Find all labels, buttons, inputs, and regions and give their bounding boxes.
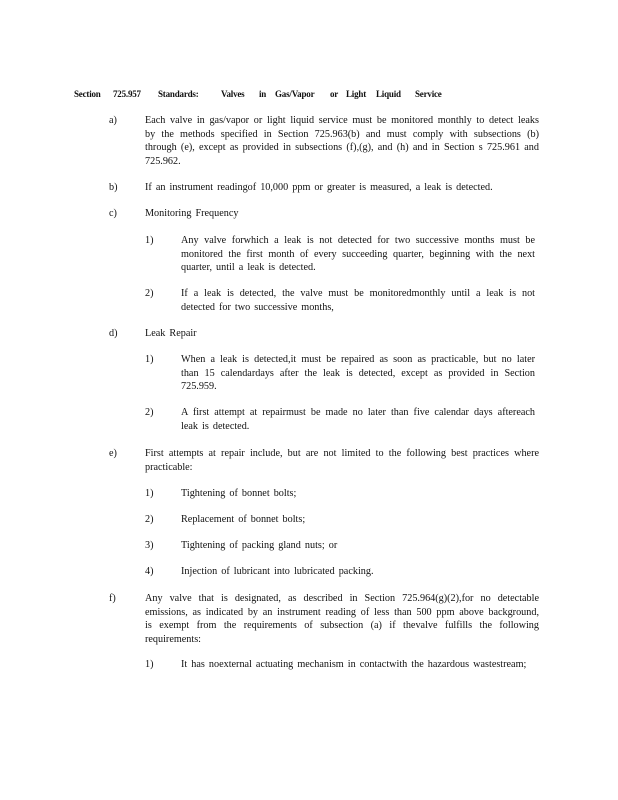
heading-word-gas-vapor: Gas/Vapor — [275, 89, 315, 99]
item-e1-marker: 1) — [145, 488, 154, 499]
item-d-marker: d) — [109, 328, 118, 339]
item-e1-text: Tightening of bonnet bolts; — [181, 488, 297, 499]
item-f1-text: It has noexternal actuating mechanism in contactwith the hazardous wastestream; — [181, 659, 527, 670]
heading-word-light: Light — [346, 89, 367, 99]
item-e2-text: Replacement of bonnet bolts; — [181, 514, 306, 525]
heading-word-valves: Valves — [221, 89, 245, 99]
item-e-text: First attempts at repair include, but are not limited to the following best practices where practicable: — [145, 448, 539, 473]
item-b-text: If an instrument readingof 10,000 ppm or greater is measured, a leak is detected. — [145, 182, 493, 193]
heading-standards: Standards: — [158, 89, 199, 99]
item-e-marker: e) — [109, 448, 117, 459]
item-d2-text: A first attempt at repairmust be made no later than five calendar days aftereach leak is detected. — [181, 407, 535, 432]
item-f-marker: f) — [109, 593, 116, 604]
item-a-marker: a) — [109, 115, 117, 126]
heading-word-liquid: Liquid — [376, 89, 401, 99]
heading-section-number: 725.957 — [113, 89, 141, 99]
item-a-text: Each valve in gas/vapor or light liquid service must be monitored monthly to detect leaks by the methods specified in Section 725.963(b) and must comply with subsections (b) through (e), except as provided in subsections (f),(g), and (h) and in Section s 725.961 and 725.962. — [145, 115, 539, 167]
item-e3-marker: 3) — [145, 540, 154, 551]
item-d1-text: When a leak is detected,it must be repaired as soon as practicable, but no later than 15 calendardays after the leak is detected, except as provided in Section 725.959. — [181, 354, 535, 393]
item-c-marker: c) — [109, 208, 117, 219]
heading-word-or: or — [330, 89, 339, 99]
heading-section-word: Section — [74, 89, 101, 99]
item-b-marker: b) — [109, 182, 118, 193]
item-d2-marker: 2) — [145, 407, 154, 418]
item-f1-marker: 1) — [145, 659, 154, 670]
item-e4-text: Injection of lubricant into lubricated packing. — [181, 566, 374, 577]
item-c2-text: If a leak is detected, the valve must be monitoredmonthly until a leak is not detected for two successive months, — [181, 288, 535, 313]
item-f-text: Any valve that is designated, as described in Section 725.964(g)(2),for no detectable emissions, as indicated by an instrument reading of less than 500 ppm above background, is exempt from the requirements of subsection (a) if thevalve fulfills the following requirements: — [145, 593, 539, 645]
item-c1-text: Any valve forwhich a leak is not detected for two successive months must be monitored the first month of every succeeding quarter, beginning with the next quarter, until a leak is detected. — [181, 235, 535, 274]
heading-word-service: Service — [415, 89, 442, 99]
item-e4-marker: 4) — [145, 566, 154, 577]
heading-word-in: in — [259, 89, 267, 99]
item-c-text: Monitoring Frequency — [145, 208, 239, 219]
item-e3-text: Tightening of packing gland nuts; or — [181, 540, 338, 551]
item-c2-marker: 2) — [145, 288, 154, 299]
item-d1-marker: 1) — [145, 354, 154, 365]
item-c1-marker: 1) — [145, 235, 154, 246]
item-e2-marker: 2) — [145, 514, 154, 525]
item-d-text: Leak Repair — [145, 328, 197, 339]
